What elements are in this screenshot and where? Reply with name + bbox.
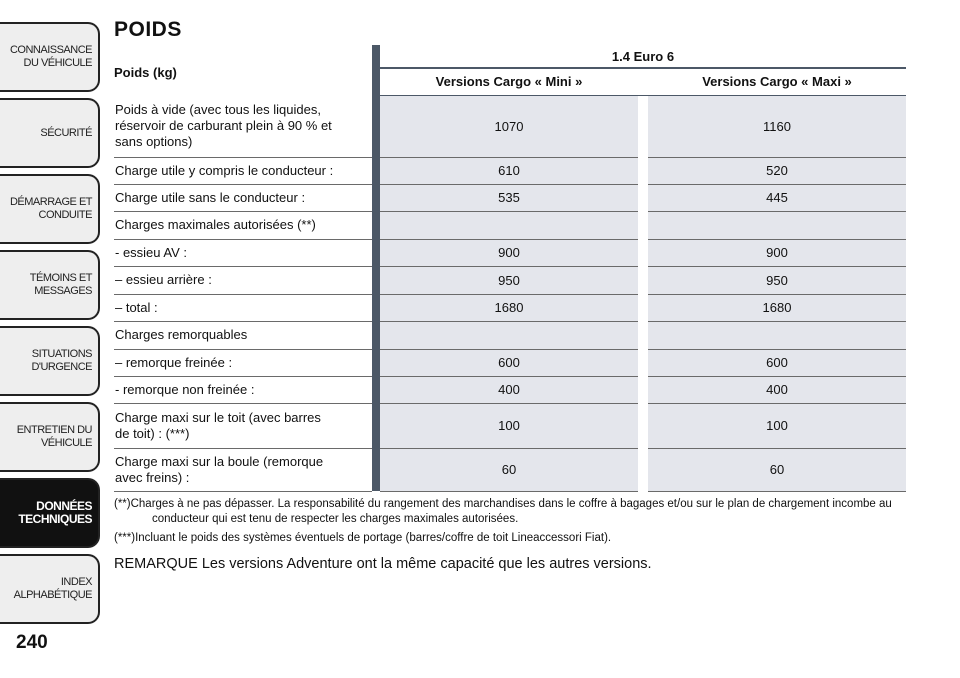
column-gap [638,403,648,448]
row-label: – total : [114,294,372,321]
column-gap [638,349,648,376]
tab-temoins-et-messages[interactable]: TÉMOINS ET MESSAGES [0,250,100,320]
column-gap [638,294,648,321]
tab-demarrage-et-conduite[interactable]: DÉMARRAGE ET CONDUITE [0,174,100,244]
row-label: Charge utile y compris le conducteur : [114,157,372,184]
column-separator [372,45,380,95]
column-gap [638,448,648,491]
footnote-charges: (**)Charges à ne pas dépasser. La responsabilité du rangement des marchandises dans le coffre à bagages et/ou sur le plan de chargement incombe au conducteur qui est tenu de respecter les charges maximales autorisées. [114,497,892,525]
cell-maxi: 1160 [648,95,906,157]
cell-maxi: 520 [648,157,906,184]
column-gap [638,376,648,403]
table-row [114,448,906,491]
column-separator [372,239,380,266]
cell-mini: 60 [380,448,638,491]
cell-maxi [648,321,906,349]
cell-mini: 900 [380,239,638,266]
row-label: - essieu AV : [114,239,372,266]
cell-maxi [648,211,906,239]
column-gap [638,239,648,266]
cell-mini: 610 [380,157,638,184]
cell-mini: 1680 [380,294,638,321]
page-title: POIDS [114,18,182,41]
tab-donnees-techniques[interactable]: DONNÉES TECHNIQUES [0,478,100,548]
cell-maxi: 400 [648,376,906,403]
table-row [114,321,906,349]
table-row [114,157,906,184]
column-separator [372,157,380,184]
row-label: Charge utile sans le conducteur : [114,184,372,211]
cell-mini: 1070 [380,95,638,157]
table-row [114,95,906,157]
column-separator [372,95,380,157]
row-label: – remorque freinée : [114,349,372,376]
cell-maxi: 60 [648,448,906,491]
cell-maxi: 950 [648,266,906,294]
column-separator [372,294,380,321]
cell-mini: 600 [380,349,638,376]
row-label: Charge maxi sur la boule (remorque avec freins) : [114,448,372,491]
column-separator [372,266,380,294]
tab-situations-d-urgence[interactable]: SITUATIONS D'URGENCE [0,326,100,396]
engine-header: 1.4 Euro 6 [611,48,675,64]
row-label: Charge maxi sur le toit (avec barres de toit) : (***) [114,403,372,448]
cell-maxi: 445 [648,184,906,211]
cell-mini [380,211,638,239]
cell-maxi: 900 [648,239,906,266]
row-label: Charges remorquables [114,321,372,349]
table-row [114,184,906,211]
cell-mini: 400 [380,376,638,403]
main-content [114,18,906,572]
column-separator [372,184,380,211]
column-separator [372,403,380,448]
table-header-engine-row [114,45,906,68]
table-row [114,211,906,239]
column-header-maxi: Versions Cargo « Maxi » [648,68,906,95]
tab-connaissance-du-vehicule[interactable]: CONNAISSANCE DU VÉHICULE [0,22,100,92]
column-separator [372,321,380,349]
column-gap [638,157,648,184]
cell-mini: 535 [380,184,638,211]
column-gap [638,184,648,211]
table-row [114,239,906,266]
cell-mini: 950 [380,266,638,294]
column-gap [638,266,648,294]
table-row [114,403,906,448]
cell-maxi: 600 [648,349,906,376]
table-row [114,376,906,403]
column-separator [372,448,380,491]
tab-entretien-du-vehicule[interactable]: ENTRETIEN DU VÉHICULE [0,402,100,472]
footnotes [114,497,906,546]
tab-securite[interactable]: SÉCURITÉ [0,98,100,168]
column-header-mini: Versions Cargo « Mini » [380,68,638,95]
cell-maxi: 1680 [648,294,906,321]
row-label: Charges maximales autorisées (**) [114,211,372,239]
column-separator [372,376,380,403]
table-row [114,294,906,321]
cell-mini [380,321,638,349]
row-header-label: Poids (kg) [114,64,177,80]
weights-table [114,45,906,492]
column-gap [638,321,648,349]
table-row [114,266,906,294]
column-separator [372,211,380,239]
row-label: Poids à vide (avec tous les liquides, réservoir de carburant plein à 90 % et sans options) [114,95,372,157]
row-label: – essieu arrière : [114,266,372,294]
remark: REMARQUE Les versions Adventure ont la même capacité que les autres versions. [114,555,652,572]
tab-index-alphabetique[interactable]: INDEX ALPHABÉTIQUE [0,554,100,624]
cell-mini: 100 [380,403,638,448]
row-label: - remorque non freinée : [114,376,372,403]
column-gap [638,211,648,239]
column-gap [638,68,648,95]
footnote-portage: (***)Incluant le poids des systèmes éventuels de portage (barres/coffre de toit Lineaccessori Fiat). [114,531,612,544]
page-number: 240 [16,632,48,653]
column-separator [372,349,380,376]
column-gap [638,95,648,157]
table-row [114,349,906,376]
cell-maxi: 100 [648,403,906,448]
